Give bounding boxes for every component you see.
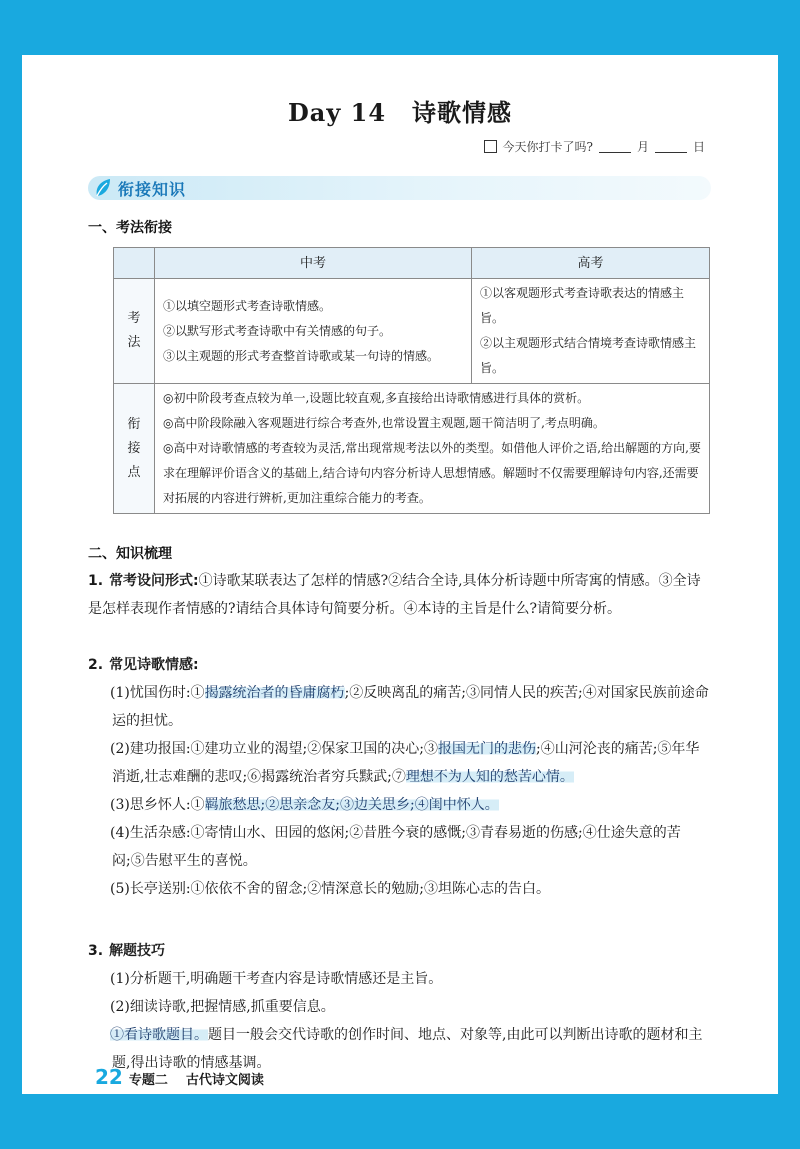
- highlight: 羁旅愁思;②思亲念友;③边关思乡;④闺中怀人。: [204, 797, 499, 813]
- footer-subtitle: 古代诗文阅读: [185, 1073, 264, 1088]
- cell-zhongkao-kaofa: [155, 279, 472, 384]
- text: (2)建功报国:①建功立业的渴望;②保家卫国的决心;③: [110, 741, 438, 757]
- highlight: 理想不为人知的愁苦心情。: [405, 769, 574, 785]
- emotion-group-4: (4)生活杂感:①寄情山水、田园的悠闲;②昔胜今衰的感慨;③青春易逝的伤感;④仕途失意的苦闷;⑤告慰平生的喜悦。: [110, 825, 681, 869]
- item3-label: 解题技巧: [109, 943, 166, 959]
- line: ①以填空题形式考查诗歌情感。: [163, 298, 332, 313]
- text: (1)忧国伤时:①: [110, 685, 205, 701]
- title-topic: 诗歌情感: [412, 98, 513, 127]
- checkin-checkbox[interactable]: [484, 140, 497, 153]
- emotion-group-5: (5)长亭送别:①依依不舍的留念;②情深意长的勉励;③坦陈心志的告白。: [110, 881, 550, 897]
- leaf-icon: [94, 178, 112, 198]
- table-row: [114, 384, 710, 514]
- highlight: ①看诗歌题目。: [110, 1027, 208, 1043]
- checkin-line: [484, 138, 705, 155]
- table-header-row: [114, 248, 710, 279]
- col-zhongkao: 中考: [155, 248, 472, 279]
- line: ②以默写形式考查诗歌中有关情感的句子。: [163, 323, 392, 338]
- cell-gaokao-kaofa: [472, 279, 710, 384]
- checkin-text: 今天你打卡了吗?: [502, 140, 593, 154]
- frame-top: [0, 0, 800, 55]
- row-label-char: 考: [127, 311, 141, 326]
- line: ◎初中阶段考查点较为单一,设题比较直观,多直接给出诗歌情感进行具体的赏析。: [163, 391, 590, 405]
- table-row: [114, 279, 710, 384]
- heading-kaofa: 一、考法衔接: [88, 220, 172, 236]
- item1-text: ①诗歌某联表达了怎样的情感?②结合全诗,具体分析诗题中所寄寓的情感。③全诗是怎样表现作者情感的?请结合具体诗句简要分析。④本诗的主旨是什么?请简要分析。: [88, 573, 701, 617]
- row-label-char: 法: [127, 335, 141, 350]
- frame-left: [0, 0, 22, 1149]
- frame-right: [778, 0, 800, 1149]
- list-item-1: [88, 567, 713, 623]
- emotion-group-1: [88, 679, 713, 735]
- text: 题目一般会交代诗歌的创作时间、地点、对象等,由此可以判断出诗歌的题材和主题,得出诗歌的情感基调。: [112, 1027, 703, 1071]
- emotion-group-3: [88, 791, 713, 819]
- page-title: [55, 93, 745, 128]
- table-corner: [114, 248, 155, 279]
- section-banner: [88, 176, 711, 200]
- page: [55, 55, 745, 1094]
- cell-xianjiedian: [155, 384, 710, 514]
- list-item-3: [88, 937, 713, 1077]
- item2-num: 2.: [88, 657, 104, 673]
- day-label: 日: [692, 140, 705, 154]
- text: ;②反映离乱的痛苦;③同情人民的疾苦;④对国家民族前途命运的担忧。: [112, 685, 709, 729]
- page-number: 22: [95, 1065, 123, 1089]
- comparison-table: [113, 247, 710, 514]
- row-label-char: 衔: [127, 416, 141, 432]
- page-footer: [95, 1065, 264, 1089]
- month-label: 月: [636, 140, 649, 154]
- month-blank: [599, 140, 631, 153]
- row-label-char: 接: [127, 440, 141, 456]
- line: ②以主观题形式结合情境考查诗歌情感主旨。: [480, 336, 697, 375]
- row2-label: [115, 413, 153, 485]
- item1-label: 常考设问形式:: [109, 573, 199, 589]
- footer-section: 专题二: [128, 1073, 168, 1088]
- line: ◎高中对诗歌情感的考查较为灵活,常出现常规考法以外的类型。如借他人评价之语,给出解题的方向,要求在理解评价语含义的基础上,结合诗句内容分析诗人思想情感。解题时不仅需要理解诗句内容,还需要对拓展的内容进行辨析,更加注重综合能力的考查。: [163, 441, 701, 505]
- row-label-kaofa: [114, 279, 155, 384]
- tip-2: (2)细读诗歌,把握情感,抓重要信息。: [110, 999, 335, 1015]
- tip-1: (1)分析题干,明确题干考查内容是诗歌情感还是主旨。: [110, 971, 443, 987]
- title-day: Day 14: [287, 98, 387, 127]
- section-label: 衔接知识: [118, 179, 187, 199]
- text: (3)思乡怀人:①: [110, 797, 205, 813]
- highlight: 报国无门的悲伤: [437, 741, 536, 757]
- text: ;④山河沦丧的痛苦;⑤年华消逝,壮志难酬的悲叹;⑥揭露统治者穷兵黩武;⑦: [112, 741, 700, 785]
- col-gaokao: 高考: [472, 248, 710, 279]
- list-item-2: [88, 651, 713, 903]
- highlight: 揭露统治者的昏庸腐朽: [204, 685, 345, 701]
- line: ①以客观题形式考查诗歌表达的情感主旨。: [480, 286, 685, 325]
- heading-zhishi: 二、知识梳理: [88, 546, 172, 562]
- frame-bottom: [0, 1094, 800, 1149]
- row-label-xianjiedian: [114, 384, 155, 514]
- day-blank: [655, 140, 687, 153]
- line: ③以主观题的形式考查整首诗歌或某一句诗的情感。: [163, 348, 440, 363]
- emotion-group-2: [88, 735, 713, 791]
- item1-num: 1.: [88, 573, 104, 589]
- row-label-char: 点: [127, 464, 141, 480]
- row1-label: [115, 307, 153, 355]
- item3-num: 3.: [88, 943, 104, 959]
- item2-label: 常见诗歌情感:: [109, 657, 199, 673]
- line: ◎高中阶段除融入客观题进行综合考查外,也常设置主观题,题干简洁明了,考点明确。: [163, 416, 605, 430]
